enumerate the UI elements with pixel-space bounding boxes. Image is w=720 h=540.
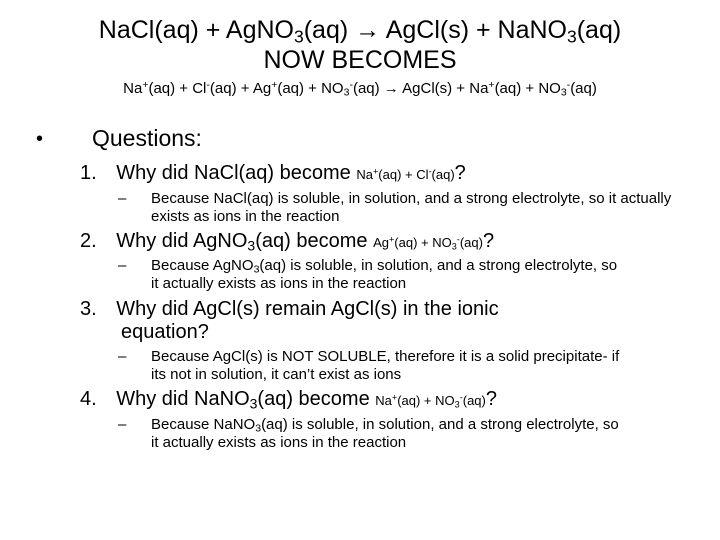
- ion-formula: Na+(aq) + Cl-(aq): [356, 166, 455, 182]
- question-number: 1.: [80, 162, 97, 184]
- dash-marker: –: [118, 416, 127, 433]
- answer-3: Because AgCl(s) is NOT SOLUBLE, therefore it is a solid precipitate- if its not in solution, it can’t exist as ions: [151, 348, 620, 383]
- dash-marker: –: [118, 348, 127, 365]
- question-1: 1. Why did NaCl(aq) become Na+(aq) + Cl-(aq)?: [80, 162, 466, 184]
- question-2: 2. Why did AgNO$_3$(aq) become $Ag^+(aq) + NO_3^-(aq)$?: [80, 230, 495, 254]
- complete-ionic-equation: $Na^+(aq) + Cl^-(aq) + Ag^+(aq) + NO_3^-(aq)$ → AgCl(s) + $Na^+(aq) + NO_3^-(aq)$: [123, 78, 597, 99]
- ion-formula: $Ag^+(aq) + NO_3^-(aq)$: [373, 234, 483, 252]
- questions-heading: Questions:: [92, 125, 202, 151]
- dash-marker: –: [118, 190, 127, 207]
- question-number: 3.: [80, 298, 97, 320]
- ion-formula: $Na^+(aq) + NO_3^-(aq)$: [375, 392, 486, 410]
- question-number: 2.: [80, 230, 97, 252]
- question-3: 3. Why did AgCl(s) remain AgCl(s) in the ionic equation?: [80, 298, 499, 343]
- answer-1: Because NaCl(aq) is soluble, in solution, and a strong electrolyte, so it actually exists as ions in the reaction: [151, 190, 672, 225]
- question-4: 4. Why did NaNO$_3$(aq) become $Na^+(aq) + NO_3^-(aq)$?: [80, 388, 497, 412]
- molecular-equation: NaCl(aq) + AgNO$_3$(aq) → AgCl(s) + NaNO$_3$(aq): [98, 16, 622, 47]
- answer-4: Because NaNO$_3$(aq) is soluble, in solution, and a strong electrolyte, so it actually exists as ions in the reaction: [151, 416, 619, 451]
- bullet-marker: •: [36, 128, 44, 150]
- dash-marker: –: [118, 257, 127, 274]
- question-number: 4.: [80, 388, 97, 410]
- answer-2: Because AgNO$_3$(aq) is soluble, in solution, and a strong electrolyte, so it actually exists as ions in the reaction: [151, 257, 618, 292]
- slide-title: [0, 15, 720, 75]
- now-becomes-label: NOW BECOMES: [263, 46, 457, 74]
